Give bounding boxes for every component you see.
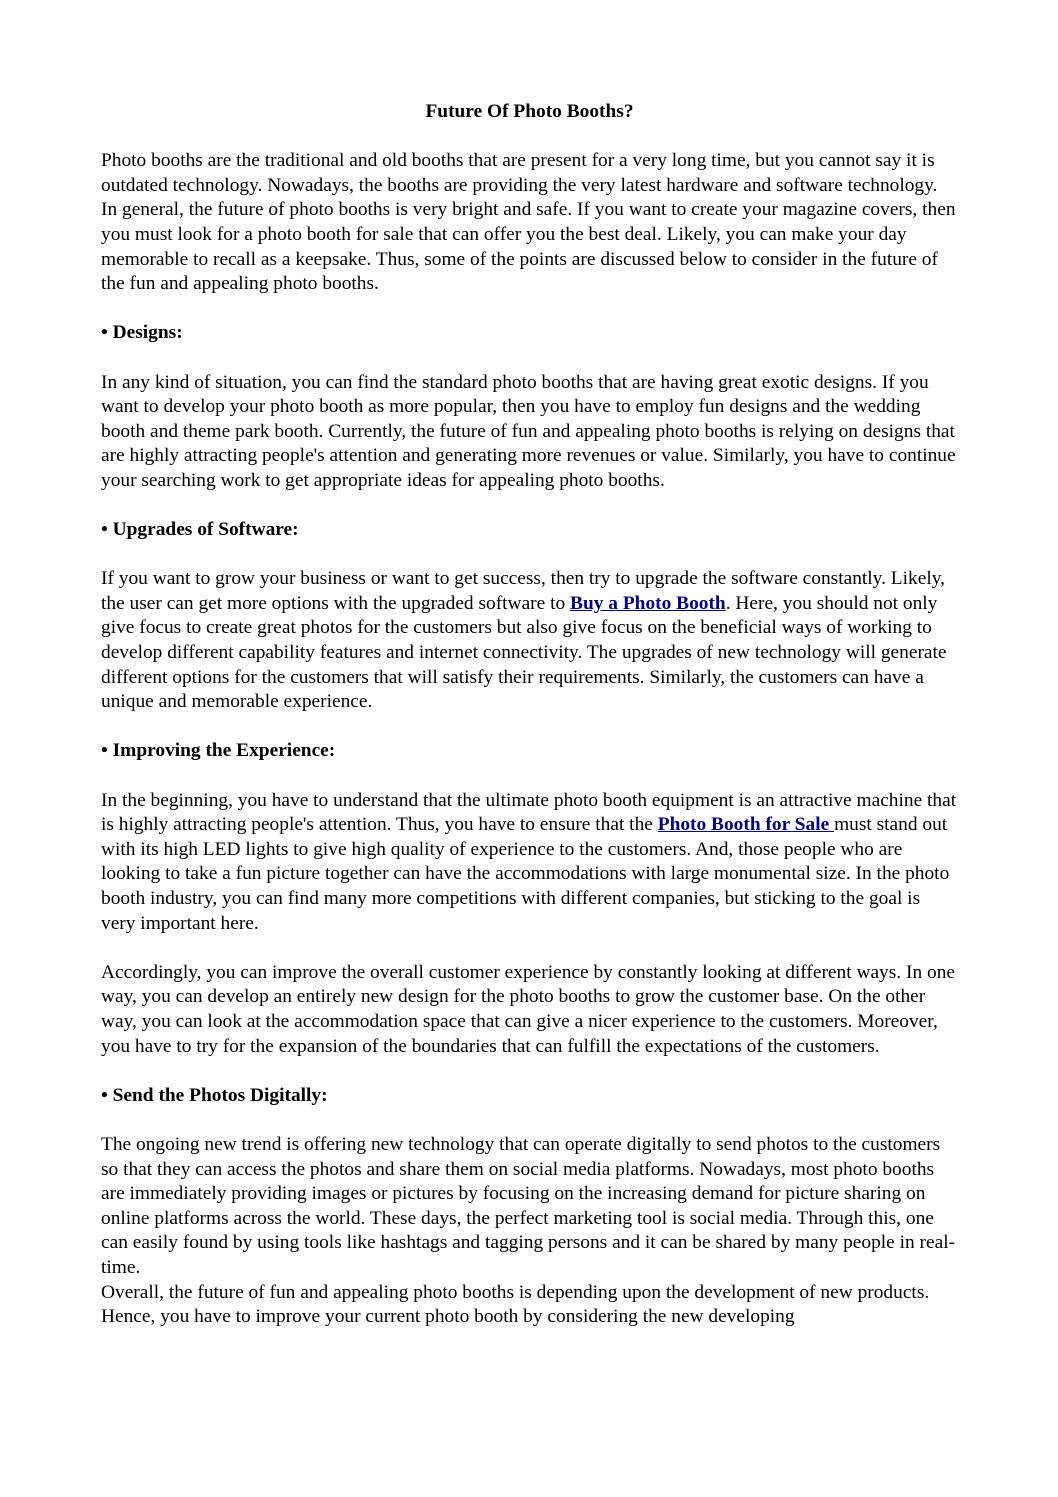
heading-designs: • Designs:: [101, 322, 183, 344]
paragraph-send-the-photos-digitally: The ongoing new trend is offering new technology that can operate digitally to send photos to the customers so that they can access the photos and share them on social media platforms. Nowadays, most photo booths are immediately providing images or pictures by focusing on the increasing demand for picture sharing on online platforms across the world. These days, the perfect marketing tool is social media. Through this, one can easily found by using tools like hashtags and tagging persons and it can be shared by many people in real-time.: [101, 1133, 956, 1278]
heading-upgrades-of-software: • Upgrades of Software:: [101, 519, 299, 541]
document-title: Future Of Photo Booths?: [425, 101, 634, 122]
heading-improving-the-experience: • Improving the Experience:: [101, 740, 336, 762]
paragraph-designs: In any kind of situation, you can find the standard photo booths that are having great exotic designs. If you want to develop your photo booth as more popular, then you have to employ fun designs and the wedding booth and theme park booth. Currently, the future of fun and appealing photo booths is relying on designs that are highly attracting people's attention and generating more revenues or value. Similarly, you have to continue your searching work to get appropriate ideas for appealing photo booths.: [101, 371, 956, 491]
paragraph-customer-experience: Accordingly, you can improve the overall customer experience by constantly looking at different ways. In one way, you can develop an entirely new design for the photo booths to grow the customer base. On the other way, you can look at the accommodation space that can give a nicer experience to the customers. Moreover, you have to try for the expansion of the boundaries that can fulfill the expectations of the customers.: [101, 961, 955, 1057]
photo-booth-for-sale-link[interactable]: Photo Booth for Sale: [657, 814, 835, 836]
intro-paragraph: Photo booths are the traditional and old booths that are present for a very long time, but you cannot say it is outdated technology. Nowadays, the booths are providing the very latest hardware and software technology. In general, the future of photo booths is very bright and safe. If you want to create your magazine covers, then you must look for a photo booth for sale that can offer you the best deal. Likely, you can make your day memorable to recall as a keepsake. Thus, some of the points are discussed below to consider in the future of the fun and appealing photo booths.: [101, 150, 956, 295]
paragraph-improving-the-experience: [101, 789, 958, 937]
paragraph-text: must stand out with its high LED lights to give high quality of experience to the customers. And, those people who are looking to take a fun picture together can have the accommodations with large monumental size. In the photo booth industry, you can find many more competitions with different companies, but sticking to the goal is very important here.: [101, 814, 950, 934]
paragraph-text: If you want to grow your business or want to get success, then try to upgrade the software constantly. Likely, the user can get more options with the upgraded software to: [101, 568, 946, 614]
document-page: [101, 100, 958, 1330]
heading-send-the-photos-digitally: • Send the Photos Digitally:: [101, 1084, 328, 1106]
paragraph-text: In the beginning, you have to understand that the ultimate photo booth equipment is an attractive machine that is highly attracting people's attention. Thus, you have to ensure that the: [101, 789, 957, 836]
paragraph-upgrades-of-software: [101, 567, 958, 715]
buy-a-photo-booth-link[interactable]: Buy a Photo Booth: [570, 592, 726, 614]
paragraph-text: . Here, you should not only give focus to create great photos for the customers but also give focus on the beneficial ways of working to develop different capability features and internet connectivity. The upgrades of new technology will generate different options for the customers that will satisfy their requirements. Similarly, the customers can have a unique and memorable experience.: [101, 592, 947, 713]
paragraph-overall: Overall, the future of fun and appealing photo booths is depending upon the development of new products. Hence, you have to improve your current photo booth by considering the new developing: [101, 1281, 930, 1328]
